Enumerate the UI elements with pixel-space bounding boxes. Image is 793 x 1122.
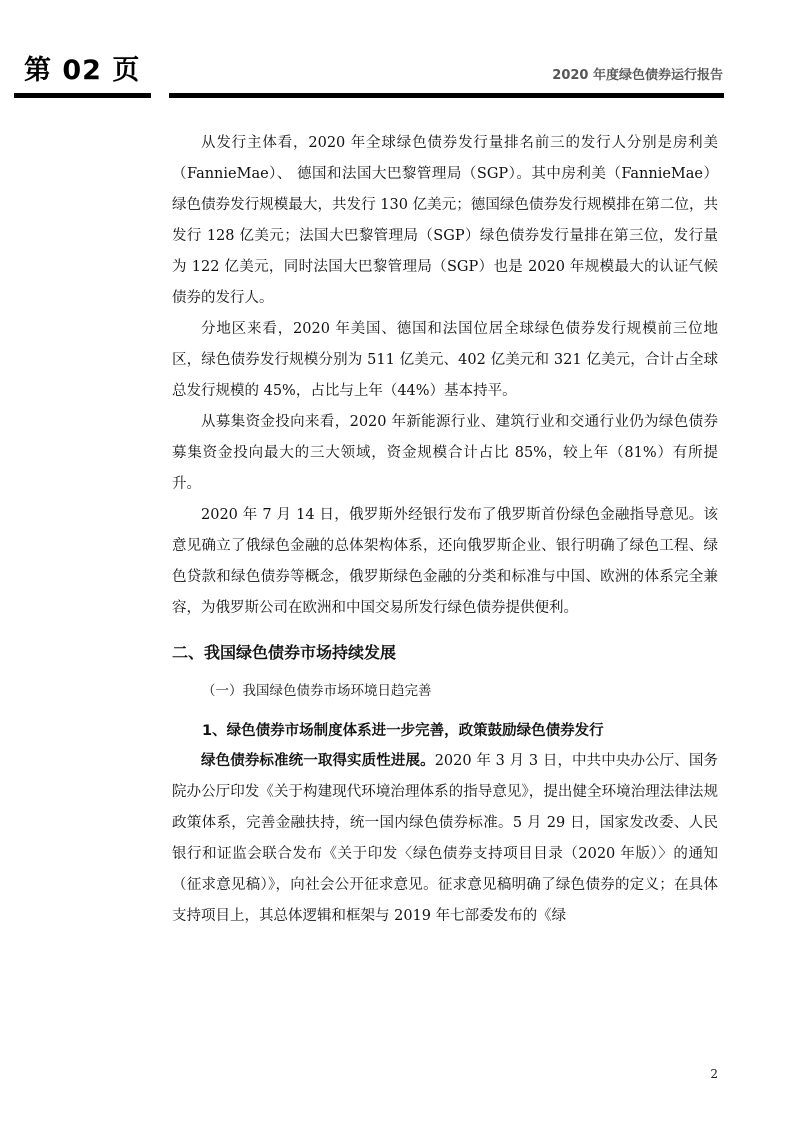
report-title: 2020 年度绿色债券运行报告 [552, 68, 723, 83]
section-heading: 二、我国绿色债券市场持续发展 [172, 643, 397, 662]
paragraph-fund-use: 从募集资金投向来看，2020 年新能源行业、建筑行业和交通行业仍为绿色债券募集资金投向最大的三大领域，资金规模合计占比 85%，较上年（81%）有所提升。 [172, 414, 718, 492]
item-heading: 1、绿色债券市场制度体系进一步完善，政策鼓励绿色债券发行 [202, 723, 604, 739]
page-label: 第 02 页 [24, 55, 141, 86]
paragraph-standards [172, 746, 718, 932]
main-content [172, 128, 718, 932]
paragraph-lead-bold: 绿色债券标准统一取得实质性进展。 [201, 753, 435, 769]
paragraph-regions: 分地区来看，2020 年美国、德国和法国位居全球绿色债券发行规模前三位地区，绿色债券发行规模分别为 511 亿美元、402 亿美元和 321 亿美元，合计占全球总发行规模的 45%，占比与上年（44%）基本持平。 [172, 321, 718, 399]
paragraph-russia: 2020 年 7 月 14 日，俄罗斯外经银行发布了俄罗斯首份绿色金融指导意见。该意见确立了俄绿色金融的总体架构体系，还向俄罗斯企业、银行明确了绿色工程、绿色贷款和绿色债券等概念，俄罗斯绿色金融的分类和标准与中国、欧洲的体系完全兼容，为俄罗斯公司在欧洲和中国交易所发行绿色债券提供便利。 [172, 507, 718, 616]
header-rule-left [14, 93, 151, 98]
paragraph-issuers: 从发行主体看，2020 年全球绿色债券发行量排名前三的发行人分别是房利美（FannieMae）、 德国和法国大巴黎管理局（SGP）。其中房利美（FannieMae）绿色债券发行规模最大，共发行 130 亿美元；德国绿色债券发行规模排在第二位，共发行 128 亿美元；法国大巴黎管理局（SGP）绿色债券发行量排在第三位，发行量为 122 亿美元，同时法国大巴黎管理局（SGP）也是 2020 年规模最大的认证气候债券的发行人。 [172, 135, 718, 306]
footer-page-number: 2 [710, 1067, 718, 1081]
header-rule-right [169, 93, 724, 98]
sub-heading: （一）我国绿色债券市场环境日趋完善 [202, 683, 432, 699]
paragraph-lead-rest: 2020 年 3 月 3 日，中共中央办公厅、国务院办公厅印发《关于构建现代环境治理体系的指导意见》，提出健全环境治理法律法规政策体系，完善金融扶持，统一国内绿色债券标准。5 月 29 日，国家发改委、人民银行和证监会联合发布《关于印发〈绿色债券支持项目目录（2020 年版）〉的通知（征求意见稿）》，向社会公开征求意见。征求意见稿明确了绿色债券的定义；在具体支持项目上，其总体逻辑和框架与 2019 年七部委发布的《绿 [172, 753, 719, 924]
